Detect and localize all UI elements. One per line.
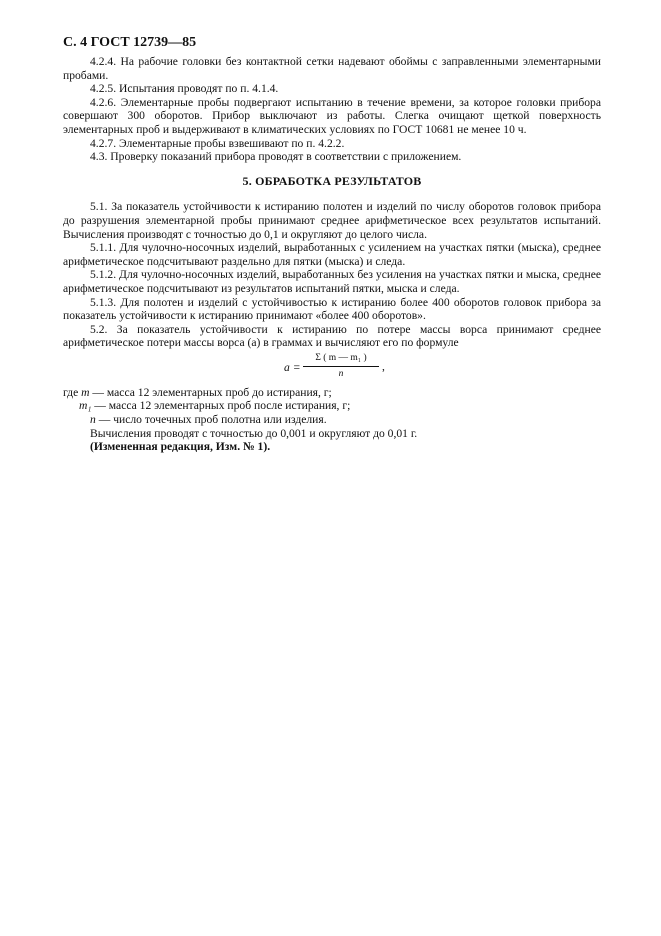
- fraction-bar: [303, 366, 379, 367]
- where-line-m1: [63, 399, 601, 413]
- formula-trail: ,: [382, 359, 385, 373]
- where-prefix: где: [63, 385, 82, 399]
- paragraph-4-2-7: 4.2.7. Элементарные пробы взвешивают по п. 4.2.2.: [90, 136, 345, 150]
- where-n-text: — число точечных проб полотна или изделия.: [95, 413, 327, 427]
- where-m-text: — масса 12 элементарных проб до истирания, г;: [89, 385, 332, 399]
- revision-note: (Измененная редакция, Изм. № 1).: [90, 440, 271, 454]
- where-line-m: [63, 386, 601, 400]
- formula-denominator: n: [338, 368, 344, 379]
- section-heading: 5. ОБРАБОТКА РЕЗУЛЬТАТОВ: [242, 173, 422, 188]
- where-line-n: [63, 413, 601, 427]
- page-header: С. 4 ГОСТ 12739—85: [63, 35, 197, 50]
- paragraph-4-3: 4.3. Проверку показаний прибора проводят в соответствии с приложением.: [90, 150, 462, 164]
- paragraph-5-1-2: 5.1.2. Для чулочно-носочных изделий, выработанных без усиления на участках пятки и мыска, среднее арифметическое подсчитывают из результатов испытаний пятки, мыска и следа.: [63, 268, 601, 295]
- paragraph-4-2-5: 4.2.5. Испытания проводят по п. 4.1.4.: [90, 82, 279, 96]
- formula-fraction: [303, 352, 379, 381]
- var-m1: m₁: [79, 399, 92, 413]
- formula-lhs: a =: [284, 360, 301, 374]
- paragraph-5-1-1: 5.1.1. Для чулочно-носочных изделий, выработанных с усилением на участках пятки (мыска), среднее арифметическое подсчитывают раздельно для пятки (мыска) и следа.: [63, 241, 601, 268]
- precision-note: Вычисления проводят с точностью до 0,001 и округляют до 0,01 г.: [90, 426, 418, 440]
- formula-numerator: Σ ( m — m₁ ): [315, 352, 367, 363]
- paragraph-4-2-4: 4.2.4. На рабочие головки без контактной сетки надевают обоймы с заправленными элементарными пробами.: [63, 55, 601, 82]
- document-body: [63, 55, 601, 454]
- var-n: n: [90, 413, 96, 427]
- where-m1-text: — масса 12 элементарных проб после истирания, г;: [91, 399, 351, 413]
- paragraph-4-2-6: 4.2.6. Элементарные пробы подвергают испытанию в течение времени, за которое головки прибора совершают 300 оборотов. Прибор выключают из работы. Слегка очищают щеткой поверхность элементарных проб и выдерживают в климатических условиях по ГОСТ 10681 не менее 10 ч.: [63, 95, 601, 136]
- paragraph-5-1-3: 5.1.3. Для полотен и изделий с устойчивостью к истиранию более 400 оборотов головок прибора за показатель устойчивости к истиранию принимают «более 400 оборотов».: [63, 295, 601, 323]
- var-m: m: [81, 385, 90, 399]
- paragraph-5-1: 5.1. За показатель устойчивости к истиранию полотен и изделий по числу оборотов головок прибора до разрушения элементарной пробы принимают среднее арифметическое всех результатов испытаний. Вычисления производят с точностью до 0,1 и округляют до целого числа.: [63, 200, 601, 241]
- formula: [63, 352, 601, 382]
- paragraph-5-2: 5.2. За показатель устойчивости к истиранию по потере массы ворса принимают среднее арифметическое потери массы ворса (a) в граммах и вычисляют его по формуле: [63, 322, 601, 350]
